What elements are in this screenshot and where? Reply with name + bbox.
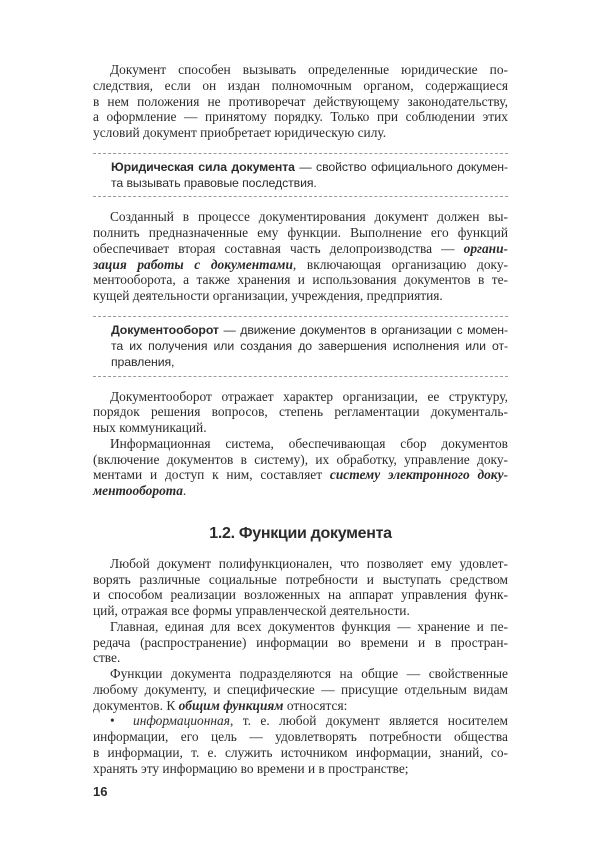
text-span: полнить предназначенные ему функции. Выполнение его функций <box>93 225 508 241</box>
emphasized-text: информационная <box>133 713 230 729</box>
emphasized-text: общим функциям <box>178 697 284 713</box>
definition-box <box>93 316 508 377</box>
section-heading: 1.2. Функции документа <box>209 524 392 542</box>
text-line <box>93 125 508 141</box>
text-span: Информационная система, обеспечивающая сбор документов <box>110 435 508 451</box>
text-span: правления, <box>111 355 175 370</box>
bullet-list-item <box>93 713 508 776</box>
text-span: условий документ приобретает юридическую силу. <box>93 125 387 140</box>
text-span: Документооборот отражает характер организации, ее структуру, <box>110 388 508 404</box>
text-line <box>93 556 508 572</box>
document-page-body <box>93 62 508 776</box>
paragraph <box>93 666 508 713</box>
text-line <box>93 483 508 499</box>
text-line <box>93 389 508 405</box>
text-line <box>111 322 508 338</box>
text-line <box>93 209 508 225</box>
text-line <box>93 682 508 698</box>
text-span: обеспечивает вторая составная часть делопроизводства — <box>93 240 464 256</box>
text-span: информации, его цель — удовлетворять потребности общества <box>93 729 508 745</box>
text-line <box>111 354 508 370</box>
text-line <box>93 225 508 241</box>
text-span: . <box>182 483 187 499</box>
text-span: редача (распространение) информации во времени и в простран- <box>93 634 508 650</box>
text-line <box>93 420 508 436</box>
text-span: , включающая организацию доку- <box>292 256 508 272</box>
paragraph <box>93 209 508 304</box>
text-line <box>93 761 508 777</box>
text-span: а оформление — принятому порядку. Только при соблюдении этих <box>93 109 508 125</box>
text-span: (включение документов в систему), их обработку, управление доку- <box>93 451 508 467</box>
text-span: ворять различные социальные потребности и выступать средством <box>93 571 508 587</box>
definition-box <box>93 153 508 198</box>
emphasized-text: ментооборота <box>93 483 183 499</box>
text-span: Главная, единая для всех документов функция — хранение и пе- <box>110 618 508 634</box>
text-line <box>93 619 508 635</box>
bullet-icon: • <box>110 713 115 729</box>
text-span: ментооборота, а также хранения и использования документов в те- <box>93 272 508 288</box>
text-line <box>93 729 508 745</box>
emphasized-text: Документооборот <box>111 322 219 337</box>
text-line <box>93 94 508 110</box>
text-line <box>93 62 508 78</box>
text-line <box>93 587 508 603</box>
text-line <box>93 698 508 714</box>
text-line <box>111 175 508 191</box>
text-span: любому документу, и специфические — присущие отдельным видам <box>93 681 508 697</box>
text-span: относятся: <box>283 697 348 713</box>
text-line <box>93 603 508 619</box>
text-span: кущей деятельности организации, учреждения, предприятия. <box>93 288 443 304</box>
text-span: в нем положения не противоречат действующему законодательству, <box>93 93 508 109</box>
text-line <box>93 272 508 288</box>
emphasized-text: зация работы с документами <box>93 256 293 272</box>
text-line <box>93 745 508 761</box>
text-span: Любой документ полифункционален, что позволяет ему удовлет- <box>110 555 508 571</box>
text-span: порядок решения вопросов, степень регламентации документаль- <box>93 404 508 420</box>
text-line <box>93 404 508 420</box>
paragraph <box>93 619 508 666</box>
text-span: — свойство официального докумен- <box>294 159 508 174</box>
text-span: стве. <box>93 650 121 666</box>
text-line <box>93 635 508 651</box>
text-span: Документ способен вызывать определенные юридические по- <box>110 62 508 77</box>
text-line <box>93 467 508 483</box>
emphasized-text: Юридическая сила документа <box>111 159 295 174</box>
text-span: документов. К <box>93 697 179 713</box>
text-span: в информации, т. е. служить источником информации, знаний, со- <box>93 744 508 760</box>
paragraph <box>93 436 508 499</box>
text-span: и способом реализации возложенных на аппарат управления функ- <box>93 587 508 603</box>
text-line <box>93 572 508 588</box>
text-line <box>93 650 508 666</box>
text-span: ных коммуникаций. <box>93 420 207 436</box>
text-span: ментами и доступ к ним, составляет <box>93 467 330 483</box>
text-line <box>93 452 508 468</box>
text-line <box>93 288 508 304</box>
text-line <box>93 257 508 273</box>
text-line <box>93 241 508 257</box>
page-number: 16 <box>93 784 108 799</box>
emphasized-text: систему электронного доку- <box>329 467 508 483</box>
text-span: , т. е. любой документ является носителем <box>229 713 508 729</box>
emphasized-text: органи- <box>463 240 508 256</box>
text-span: та вызывать правовые последствия. <box>111 176 317 191</box>
text-span: Созданный в процессе документирования документ должен вы- <box>110 209 508 225</box>
text-span: Функции документа подразделяются на общие — свойственные <box>110 666 508 682</box>
text-span: та их получения или создания до завершения исполнения или от- <box>111 339 508 354</box>
text-line <box>111 338 508 354</box>
paragraph <box>93 556 508 619</box>
text-line <box>93 78 508 94</box>
text-line <box>93 666 508 682</box>
text-line <box>111 159 508 175</box>
text-line <box>93 436 508 452</box>
text-line <box>93 713 508 729</box>
text-span: следствия, если он издан полномочным органом, содержащиеся <box>93 77 508 93</box>
paragraph <box>93 389 508 436</box>
text-span: — движение документов в организации с момен- <box>218 322 508 337</box>
text-line <box>93 109 508 125</box>
paragraph <box>93 62 508 141</box>
text-span: хранять эту информацию во времени и в пространстве; <box>93 760 409 776</box>
text-span: ций, отражая все формы управленческой деятельности. <box>93 603 410 619</box>
